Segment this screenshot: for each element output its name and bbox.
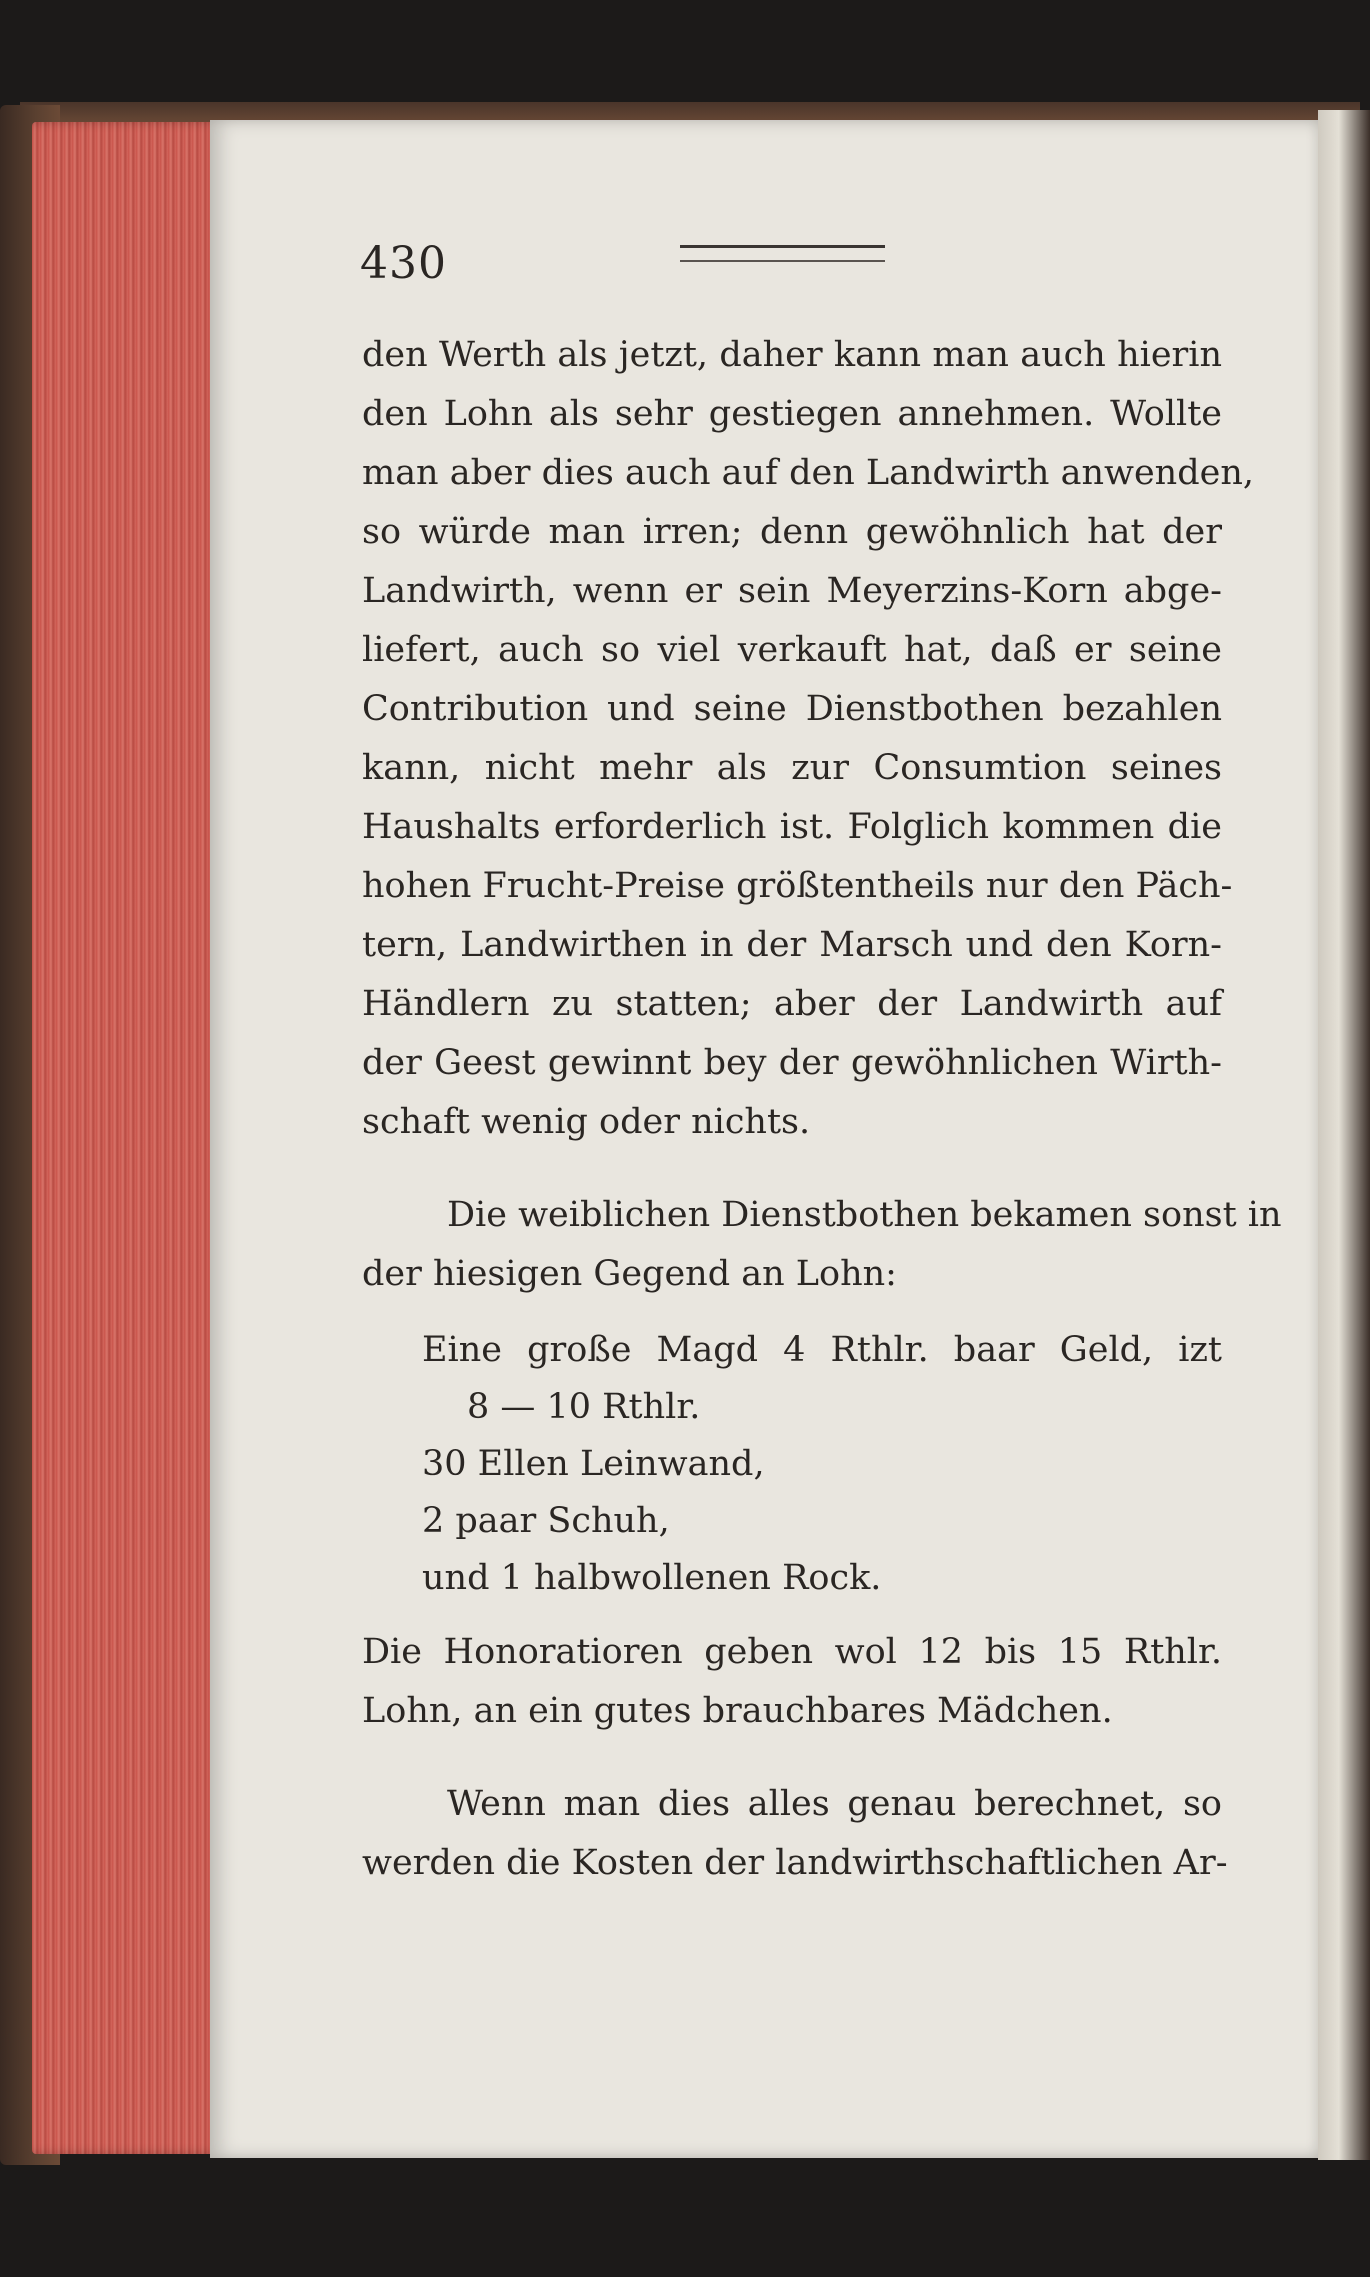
paragraph-3 <box>362 1623 1222 1741</box>
text-line: der hiesigen Gegend an Lohn: <box>362 1254 897 1294</box>
text-line: der Geest gewinnt bey der gewöhnlichen Wirth- <box>362 1043 1222 1083</box>
list-item: und 1 halbwollenen Rock. <box>422 1558 882 1598</box>
text-line: schaft wenig oder nichts. <box>362 1102 811 1142</box>
list-item: Eine große Magd 4 Rthlr. baar Geld, izt <box>422 1330 1222 1370</box>
page-number: 430 <box>360 238 447 289</box>
page-edges <box>32 122 222 2154</box>
wage-list <box>362 1322 1222 1607</box>
text-line: Händlern zu statten; aber der Landwirth auf <box>362 984 1222 1024</box>
text-line: Contribution und seine Dienstbothen bezahlen <box>362 689 1222 729</box>
text-line: Die weiblichen Dienstbothen bekamen sonst in <box>447 1195 1282 1235</box>
paragraph-4 <box>362 1775 1228 1893</box>
text-line: hohen Frucht-Preise größtentheils nur den Päch- <box>362 866 1233 906</box>
text-line: Wenn man dies alles genau berechnet, so <box>447 1784 1222 1824</box>
paragraph-2 <box>362 1186 1282 1304</box>
text-line: tern, Landwirthen in der Marsch und den Korn- <box>362 925 1222 965</box>
text-line: Die Honoratioren geben wol 12 bis 15 Rthlr. <box>362 1632 1222 1672</box>
text-line: Haushalts erforderlich ist. Folglich kommen die <box>362 807 1222 847</box>
list-item-continuation: 8 — 10 Rthlr. <box>467 1387 701 1427</box>
book-cover-right <box>1318 110 1370 2160</box>
text-line: so würde man irren; denn gewöhnlich hat der <box>362 512 1222 552</box>
text-line: werden die Kosten der landwirthschaftlichen Ar- <box>362 1843 1228 1883</box>
text-line: liefert, auch so viel verkauft hat, daß er seine <box>362 630 1222 670</box>
text-line: Landwirth, wenn er sein Meyerzins-Korn abge- <box>362 571 1222 611</box>
text-line: den Werth als jetzt, daher kann man auch hierin <box>362 335 1222 375</box>
text-line: man aber dies auch auf den Landwirth anwenden, <box>362 453 1254 493</box>
page-text <box>362 326 1282 1893</box>
list-item: 30 Ellen Leinwand, <box>422 1444 765 1484</box>
text-line: Lohn, an ein gutes brauchbares Mädchen. <box>362 1691 1113 1731</box>
text-line: den Lohn als sehr gestiegen annehmen. Wollte <box>362 394 1222 434</box>
list-item: 2 paar Schuh, <box>422 1501 670 1541</box>
text-line: kann, nicht mehr als zur Consumtion seines <box>362 748 1222 788</box>
header-rule <box>680 245 885 262</box>
paragraph-1 <box>362 326 1254 1152</box>
